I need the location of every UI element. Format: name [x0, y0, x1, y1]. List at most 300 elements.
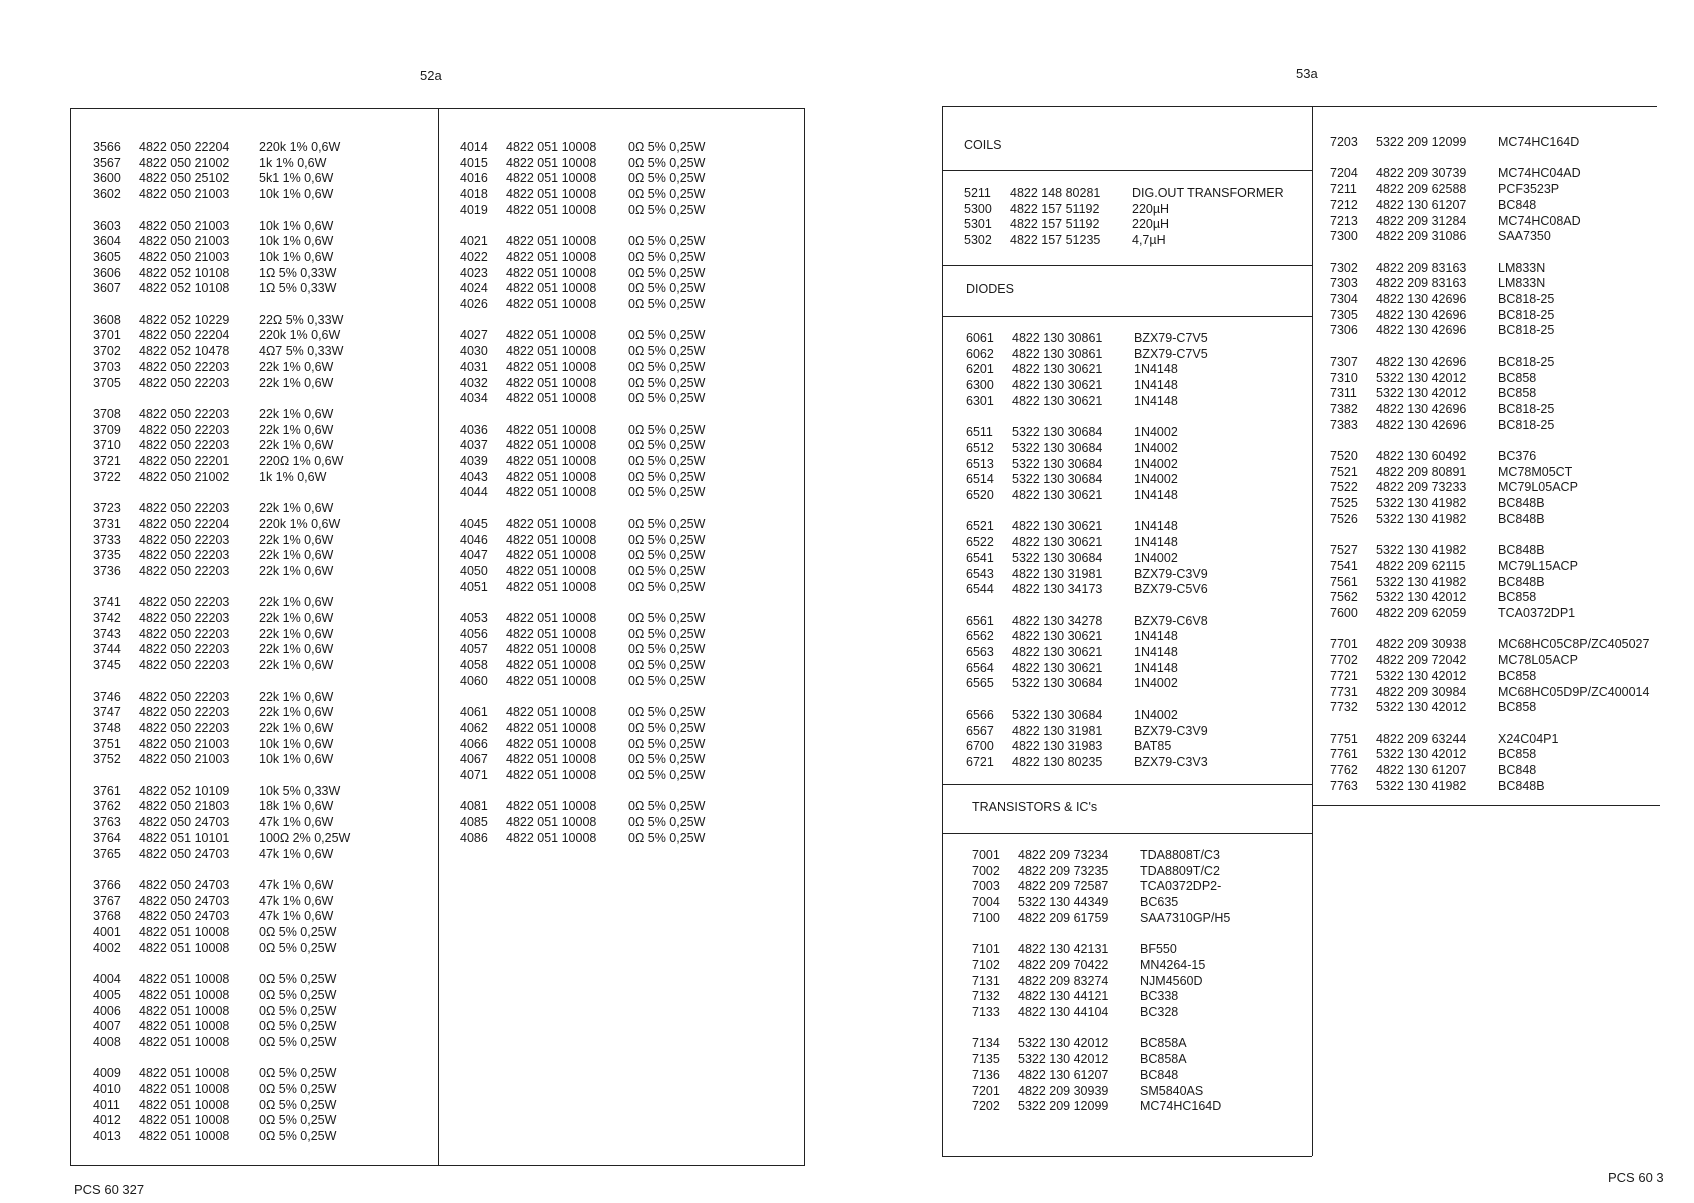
parts-list-row [460, 721, 705, 737]
part-description: 1Ω 5% 0,33W [259, 265, 337, 280]
position-code: 4022 [460, 249, 488, 264]
parts-list-row [1330, 166, 1649, 182]
position-code: 7525 [1330, 496, 1358, 511]
parts-list-row [93, 799, 350, 815]
parts-list-row [93, 517, 350, 533]
part-number: 5322 130 30684 [1012, 472, 1103, 487]
part-description: BAT85 [1134, 739, 1172, 754]
position-code: 7307 [1330, 354, 1358, 369]
part-description: 1N4148 [1134, 362, 1178, 377]
parts-list-row [93, 831, 350, 847]
part-description: 1N4002 [1134, 425, 1178, 440]
position-code: 3705 [93, 375, 121, 390]
part-description: 100Ω 2% 0,25W [259, 830, 351, 845]
diodes-rule [942, 316, 1312, 317]
part-description: 0Ω 5% 0,25W [628, 705, 706, 720]
position-code: 7132 [972, 989, 1000, 1004]
position-code: 4013 [93, 1129, 121, 1144]
part-number: 4822 051 10008 [139, 1097, 230, 1112]
coils-rule [942, 170, 1312, 171]
position-code: 7001 [972, 848, 1000, 862]
parts-list-row [1330, 386, 1649, 402]
position-code: 5211 [964, 186, 991, 200]
parts-list-row [93, 1035, 350, 1051]
parts-list-row [966, 394, 1208, 410]
part-description: 22k 1% 0,6W [259, 422, 334, 437]
part-number: 4822 051 10101 [139, 830, 230, 845]
part-description: 22k 1% 0,6W [259, 359, 334, 374]
part-description: 0Ω 5% 0,25W [628, 579, 706, 594]
part-number: 4822 051 10008 [506, 485, 597, 500]
position-code: 6567 [966, 723, 994, 738]
parts-list-row [460, 548, 705, 564]
part-description: BC858 [1498, 668, 1537, 683]
coils-end-rule [942, 265, 1312, 266]
parts-list-row [972, 974, 1230, 990]
part-number: 4822 050 24703 [139, 877, 230, 892]
part-number: 4822 130 42696 [1376, 323, 1467, 338]
parts-list-row [1330, 371, 1649, 387]
part-number: 4822 130 42696 [1376, 354, 1467, 369]
parts-list-row [460, 203, 705, 219]
part-description: 0Ω 5% 0,25W [628, 297, 706, 312]
part-number: 4822 209 72587 [1018, 879, 1109, 894]
part-description: 0Ω 5% 0,25W [628, 344, 706, 359]
position-code: 7521 [1330, 464, 1358, 479]
position-code: 4060 [460, 673, 488, 688]
part-number: 4822 209 80891 [1376, 464, 1467, 479]
parts-list-row [972, 1068, 1230, 1084]
group-spacer [1330, 245, 1649, 261]
position-code: 4014 [460, 140, 488, 154]
position-code: 4037 [460, 438, 488, 453]
part-description: MC74HC08AD [1498, 213, 1581, 228]
position-code: 6563 [966, 645, 994, 660]
part-number: 4822 130 60492 [1376, 449, 1467, 463]
part-number: 4822 130 30861 [1012, 346, 1103, 361]
coils-list [964, 186, 1284, 249]
part-description: 0Ω 5% 0,25W [628, 673, 706, 688]
position-code: 3567 [93, 155, 121, 170]
parts-list-row [1330, 402, 1649, 418]
group-spacer [460, 313, 705, 329]
part-number: 4822 209 31284 [1376, 213, 1467, 228]
part-description: BC328 [1140, 1005, 1179, 1020]
part-number: 5322 130 30684 [1012, 456, 1103, 471]
part-description: BC818-25 [1498, 323, 1555, 338]
group-spacer [460, 219, 705, 235]
part-number: 4822 209 31086 [1376, 229, 1467, 244]
part-description: 47k 1% 0,6W [259, 815, 334, 830]
parts-list-row [460, 533, 705, 549]
right-column-divider [1312, 106, 1313, 1156]
part-description: 0Ω 5% 0,25W [628, 626, 706, 641]
position-code: 4010 [93, 1082, 121, 1097]
position-code: 6721 [966, 754, 994, 769]
part-description: 220Ω 1% 0,6W [259, 454, 344, 469]
part-description: 22k 1% 0,6W [259, 548, 334, 563]
part-number: 4822 130 42696 [1376, 401, 1467, 416]
group-spacer [93, 1051, 350, 1067]
parts-list-row [1330, 732, 1649, 748]
position-code: 3721 [93, 454, 121, 469]
part-number: 4822 130 42696 [1376, 292, 1467, 306]
position-code: 7133 [972, 1005, 1000, 1020]
position-code: 7203 [1330, 135, 1358, 149]
parts-list-row [460, 156, 705, 172]
part-description: 1N4002 [1134, 440, 1178, 455]
position-code: 6522 [966, 535, 994, 550]
part-description: MC78L05ACP [1498, 653, 1578, 668]
part-number: 4822 052 10109 [139, 783, 230, 798]
position-code: 7731 [1330, 684, 1358, 699]
parts-list-row [966, 519, 1208, 535]
parts-list-row [460, 564, 705, 580]
part-description: 22k 1% 0,6W [259, 532, 334, 547]
group-spacer [966, 410, 1208, 426]
position-code: 4034 [460, 391, 488, 406]
parts-list-row [964, 202, 1284, 218]
part-number: 4822 130 30621 [1012, 519, 1103, 534]
parts-list-row [93, 328, 350, 344]
position-code: 7522 [1330, 480, 1358, 495]
part-number: 4822 130 30621 [1012, 378, 1103, 393]
parts-list-row [966, 708, 1208, 724]
part-description: 1N4002 [1134, 456, 1178, 471]
parts-list-row [1330, 182, 1649, 198]
parts-list-row [972, 989, 1230, 1005]
parts-list-row [1330, 543, 1649, 559]
part-number: 5322 130 42012 [1376, 700, 1467, 715]
position-code: 7004 [972, 895, 1000, 910]
group-spacer [1330, 528, 1649, 544]
parts-list-row [460, 674, 705, 690]
part-number: 4822 050 24703 [139, 893, 230, 908]
part-description: BZX79-C3V3 [1134, 754, 1208, 769]
part-description: 47k 1% 0,6W [259, 909, 334, 924]
part-description: SAA7310GP/H5 [1140, 910, 1231, 925]
part-description: BC818-25 [1498, 417, 1555, 432]
part-description: BC858 [1498, 590, 1537, 605]
parts-list-row [93, 1098, 350, 1114]
parts-list-row [93, 407, 350, 423]
part-number: 4822 051 10008 [506, 171, 597, 186]
parts-list-row [1330, 700, 1649, 716]
part-number: 4822 050 21002 [139, 469, 230, 484]
parts-list-row [93, 234, 350, 250]
position-code: 7201 [972, 1083, 1000, 1098]
position-code: 3746 [93, 689, 121, 704]
position-code: 6062 [966, 346, 994, 361]
parts-list-row [972, 1084, 1230, 1100]
part-description: 22k 1% 0,6W [259, 501, 334, 516]
part-number: 4822 209 61759 [1018, 910, 1109, 925]
part-description: BC848B [1498, 511, 1545, 526]
part-number: 4822 209 73235 [1018, 863, 1109, 878]
part-number: 5322 130 30684 [1012, 676, 1103, 691]
parts-list-row [1330, 747, 1649, 763]
part-description: BC635 [1140, 895, 1179, 910]
part-number: 4822 051 10008 [506, 642, 597, 657]
part-number: 4822 050 21002 [139, 155, 230, 170]
part-description: 0Ω 5% 0,25W [628, 391, 706, 406]
position-code: 7541 [1330, 558, 1358, 573]
part-description: MN4264-15 [1140, 957, 1206, 972]
position-code: 4006 [93, 1003, 121, 1018]
part-description: 10k 1% 0,6W [259, 752, 334, 767]
parts-list-row [972, 942, 1230, 958]
part-number: 4822 130 30621 [1012, 629, 1103, 644]
part-number: 4822 157 51192 [1010, 217, 1100, 232]
part-number: 4822 051 10008 [506, 563, 597, 578]
part-number: 4822 051 10008 [506, 375, 597, 390]
part-number: 4822 051 10008 [139, 972, 230, 987]
part-description: 0Ω 5% 0,25W [628, 642, 706, 657]
position-code: 7003 [972, 879, 1000, 894]
part-description: 22k 1% 0,6W [259, 375, 334, 390]
parts-list-row [460, 328, 705, 344]
part-number: 5322 130 41982 [1376, 543, 1467, 558]
parts-list-row [93, 548, 350, 564]
part-description: 0Ω 5% 0,25W [628, 485, 706, 500]
position-code: 7561 [1330, 574, 1358, 589]
parts-list-row [460, 266, 705, 282]
parts-list-row [93, 438, 350, 454]
parts-list-row [460, 831, 705, 847]
part-number: 4822 051 10008 [506, 532, 597, 547]
part-description: BC848B [1498, 496, 1545, 511]
part-description: X24C04P1 [1498, 731, 1559, 746]
group-spacer [460, 501, 705, 517]
part-number: 4822 050 22204 [139, 516, 230, 531]
parts-list-row [93, 171, 350, 187]
part-number: 4822 130 44104 [1018, 1005, 1109, 1020]
part-description: 0Ω 5% 0,25W [628, 799, 706, 814]
parts-list-row [1330, 276, 1649, 292]
parts-list-row [966, 567, 1208, 583]
part-description: MC68HC05D9P/ZC400014 [1498, 684, 1650, 699]
part-description: 0Ω 5% 0,25W [628, 548, 706, 563]
transistors-rule [942, 833, 1312, 834]
position-code: 4058 [460, 658, 488, 673]
part-number: 4822 130 42696 [1376, 307, 1467, 322]
position-code: 6541 [966, 550, 994, 565]
position-code: 3701 [93, 328, 121, 343]
part-description: BC858 [1498, 700, 1537, 715]
part-description: 0Ω 5% 0,25W [628, 140, 706, 154]
group-spacer [966, 692, 1208, 708]
part-number: 4822 050 21003 [139, 187, 230, 202]
parts-list-row [1330, 214, 1649, 230]
part-number: 4822 051 10008 [506, 673, 597, 688]
position-code: 4036 [460, 422, 488, 437]
part-description: TCA0372DP1 [1498, 606, 1576, 621]
part-number: 4822 050 24703 [139, 846, 230, 861]
part-number: 4822 050 22204 [139, 328, 230, 343]
part-number: 4822 209 83163 [1376, 260, 1467, 275]
position-code: 7002 [972, 863, 1000, 878]
part-description: 5k1 1% 0,6W [259, 171, 334, 186]
part-description: 1k 1% 0,6W [259, 155, 327, 170]
parts-list-row [1330, 512, 1649, 528]
part-description: 0Ω 5% 0,25W [628, 516, 706, 531]
part-number: 4822 050 22203 [139, 658, 230, 673]
part-description: 10k 1% 0,6W [259, 249, 334, 264]
part-number: 4822 050 22203 [139, 595, 230, 610]
part-description: 1N4148 [1134, 629, 1178, 644]
position-code: 7100 [972, 910, 1000, 925]
part-number: 5322 130 42012 [1376, 590, 1467, 605]
position-code: 4044 [460, 485, 488, 500]
part-description: 220µH [1132, 217, 1170, 232]
part-number: 4822 051 10008 [506, 344, 597, 359]
part-number: 4822 050 22203 [139, 705, 230, 720]
parts-list-row [966, 645, 1208, 661]
group-spacer [972, 927, 1230, 943]
parts-list-row [93, 595, 350, 611]
part-description: 4,7µH [1132, 233, 1166, 248]
parts-list-row [1330, 198, 1649, 214]
part-description: TDA8808T/C3 [1140, 848, 1220, 862]
parts-list-row [93, 187, 350, 203]
part-description: 22k 1% 0,6W [259, 611, 334, 626]
left-page-number: 52a [420, 68, 442, 83]
group-spacer [1330, 339, 1649, 355]
part-number: 4822 051 10008 [506, 658, 597, 673]
position-code: 7527 [1330, 543, 1358, 558]
diodes-end-rule [942, 784, 1312, 785]
position-code: 3604 [93, 234, 121, 249]
parts-list-row [93, 156, 350, 172]
part-number: 5322 209 12099 [1376, 135, 1467, 149]
parts-list-row [966, 441, 1208, 457]
parts-list-row [93, 266, 350, 282]
position-code: 3602 [93, 187, 121, 202]
parts-list-row [93, 752, 350, 768]
right-top-rule [942, 106, 1657, 107]
part-number: 4822 051 10008 [506, 579, 597, 594]
part-number: 4822 130 61207 [1376, 197, 1467, 212]
parts-list-row [1330, 261, 1649, 277]
parts-list-row [460, 705, 705, 721]
position-code: 4026 [460, 297, 488, 312]
part-number: 4822 050 22203 [139, 563, 230, 578]
position-code: 7306 [1330, 323, 1358, 338]
part-number: 4822 157 51192 [1010, 201, 1100, 216]
right-col-2 [1330, 135, 1649, 794]
position-code: 6564 [966, 660, 994, 675]
parts-list-row [972, 1099, 1230, 1115]
position-code: 6566 [966, 707, 994, 722]
parts-list-row [460, 140, 705, 156]
parts-list-row [1330, 292, 1649, 308]
parts-list-row [460, 799, 705, 815]
position-code: 4056 [460, 626, 488, 641]
position-code: 6562 [966, 629, 994, 644]
parts-list-row [1330, 653, 1649, 669]
parts-list-row [93, 564, 350, 580]
part-number: 4822 051 10008 [506, 736, 597, 751]
position-code: 6511 [966, 425, 993, 440]
position-code: 4032 [460, 375, 488, 390]
part-description: 0Ω 5% 0,25W [259, 1082, 337, 1097]
position-code: 3768 [93, 909, 121, 924]
part-description: 22k 1% 0,6W [259, 720, 334, 735]
parts-list-row [1330, 575, 1649, 591]
part-number: 4822 051 10008 [506, 548, 597, 563]
position-code: 4008 [93, 1034, 121, 1049]
part-description: 0Ω 5% 0,25W [259, 1066, 337, 1081]
parts-list-row [972, 1005, 1230, 1021]
part-number: 4822 050 22204 [139, 140, 230, 154]
parts-list-row [93, 376, 350, 392]
part-number: 5322 130 42012 [1376, 747, 1467, 762]
position-code: 4085 [460, 815, 488, 830]
part-number: 4822 050 22203 [139, 422, 230, 437]
position-code: 6061 [966, 331, 994, 345]
part-number: 4822 050 25102 [139, 171, 230, 186]
parts-list-row [1330, 606, 1649, 622]
part-description: 1N4148 [1134, 535, 1178, 550]
part-number: 4822 130 44121 [1018, 989, 1109, 1004]
parts-list-row [93, 423, 350, 439]
position-code: 4086 [460, 830, 488, 845]
part-number: 5322 130 42012 [1376, 668, 1467, 683]
parts-list-row [966, 472, 1208, 488]
parts-list-row [972, 864, 1230, 880]
position-code: 4005 [93, 987, 121, 1002]
parts-list-row [93, 972, 350, 988]
position-code: 3710 [93, 438, 121, 453]
position-code: 4004 [93, 972, 121, 987]
parts-list-row [460, 737, 705, 753]
parts-list-row [1330, 449, 1649, 465]
part-description: DIG.OUT TRANSFORMER [1132, 186, 1284, 200]
part-description: 1N4002 [1134, 472, 1178, 487]
position-code: 3566 [93, 140, 121, 154]
position-code: 7304 [1330, 292, 1358, 306]
parts-list-row [972, 1052, 1230, 1068]
group-spacer [460, 690, 705, 706]
position-code: 4053 [460, 611, 488, 626]
part-description: 1N4148 [1134, 519, 1178, 534]
part-number: 4822 050 21003 [139, 234, 230, 249]
part-number: 4822 209 73233 [1376, 480, 1467, 495]
parts-list-row [93, 925, 350, 941]
part-description: 22k 1% 0,6W [259, 595, 334, 610]
part-number: 4822 130 31983 [1012, 739, 1103, 754]
parts-list-row [460, 658, 705, 674]
part-number: 4822 051 10008 [506, 249, 597, 264]
part-number: 4822 130 30621 [1012, 393, 1103, 408]
part-number: 4822 050 22203 [139, 438, 230, 453]
part-description: BC848 [1498, 197, 1537, 212]
position-code: 3745 [93, 658, 121, 673]
part-description: 10k 1% 0,6W [259, 736, 334, 751]
part-number: 5322 130 42012 [1018, 1036, 1109, 1051]
part-number: 4822 130 30621 [1012, 645, 1103, 660]
position-code: 3709 [93, 422, 121, 437]
diodes-title: DIODES [966, 282, 1014, 296]
position-code: 7102 [972, 957, 1000, 972]
position-code: 3723 [93, 501, 121, 516]
position-code: 3600 [93, 171, 121, 186]
position-code: 4051 [460, 579, 488, 594]
parts-list-row [93, 344, 350, 360]
parts-list-row [966, 457, 1208, 473]
part-description: 0Ω 5% 0,25W [628, 187, 706, 202]
part-number: 4822 050 21003 [139, 218, 230, 233]
